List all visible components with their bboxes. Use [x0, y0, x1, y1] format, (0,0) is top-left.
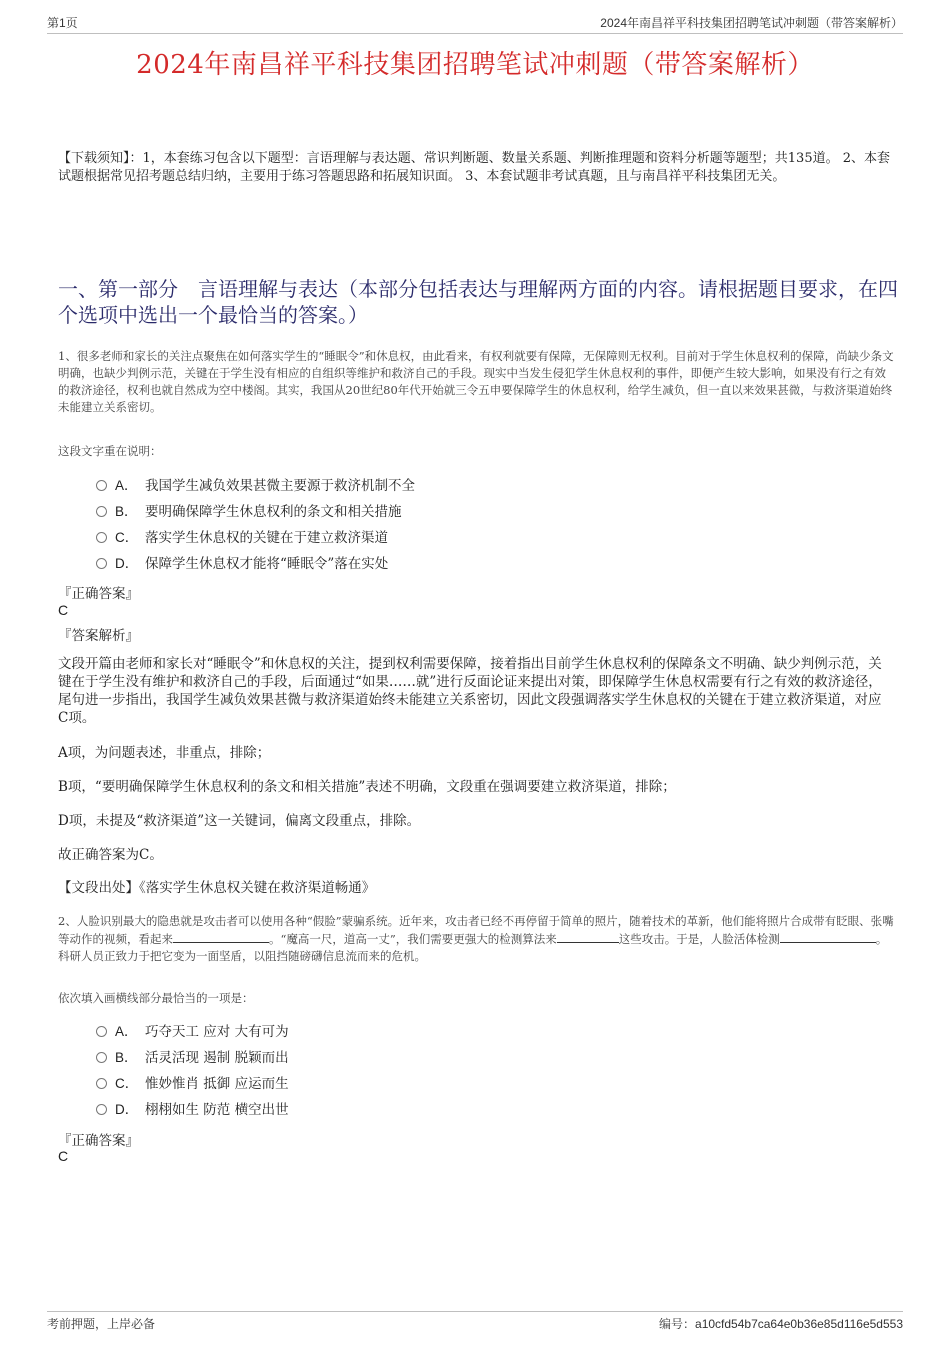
footer-slogan: 考前押题，上岸必备 [47, 1317, 156, 1331]
fill-blank-2[interactable] [557, 930, 619, 943]
radio-icon[interactable] [96, 1052, 107, 1063]
q2-option-c[interactable]: C． 惟妙惟肖 抵御 应运而生 [96, 1074, 289, 1094]
q1-note-b: B项，“要明确保障学生休息权利的条文和相关措施”表述不明确，文段重在强调要建立救济渠道，排除； [58, 779, 676, 795]
q1-source: 【文段出处】《落实学生休息权关键在救济渠道畅通》 [58, 880, 376, 896]
q1-option-a[interactable]: A． 我国学生减负效果甚微主要源于救济机制不全 [96, 476, 415, 496]
q1-note-a: A项，为问题表述，非重点，排除； [58, 745, 271, 761]
header-doc-title: 2024年南昌祥平科技集团招聘笔试冲刺题（带答案解析） [600, 16, 903, 30]
q1-conclusion: 故正确答案为C。 [58, 847, 163, 863]
header-divider [47, 33, 903, 34]
q2-option-a[interactable]: A． 巧夺天工 应对 大有可为 [96, 1022, 289, 1042]
q2-answer: C [58, 1148, 69, 1164]
radio-icon[interactable] [96, 1078, 107, 1089]
footer-code: 编号：a10cfd54b7ca64e0b36e85d116e5d553 [659, 1317, 903, 1331]
q1-answer: C [58, 602, 69, 618]
q2-option-b[interactable]: B． 活灵活现 遏制 脱颖而出 [96, 1048, 289, 1068]
download-notice: 【下载须知】：1，本套练习包含以下题型：言语理解与表达题、常识判断题、数量关系题、判断推理题和资料分析题等题型；共135道。 2、本套试题根据常见招考题总结归纳，主要用于练习答题思路和拓展知识面。 3、本套试题非考试真题，且与南昌祥平科技集团无关。 [58, 151, 890, 184]
footer-divider [47, 1311, 903, 1312]
radio-icon[interactable] [96, 532, 107, 543]
q1-note-d: D项，未提及“救济渠道”这一关键词，偏离文段重点，排除。 [58, 813, 421, 829]
fill-blank-1[interactable] [173, 930, 269, 943]
section-heading: 一、第一部分 言语理解与表达（本部分包括表达与理解两方面的内容。请根据题目要求，在四个选项中选出一个最恰当的答案。） [58, 277, 898, 327]
q1-option-c[interactable]: C． 落实学生休息权的关键在于建立救济渠道 [96, 528, 388, 548]
q1-option-d[interactable]: D． 保障学生休息权才能将“睡眠令”落在实处 [96, 554, 388, 574]
question-1-prompt: 这段文字重在说明： [58, 444, 162, 458]
question-2-text: 2、人脸识别最大的隐患就是攻击者可以使用各种“假脸”蒙骗系统。近年来，攻击者已经不再停留于简单的照片，随着技术的革新，他们能将照片合成带有眨眼、张嘴等动作的视频，看起来 。“魔高一尺，道高一丈”，我们需要更强大的检测算法来 这些攻击。于是，人脸活体检测 。科研人员正致力于把它变为一面坚盾，以阻挡随磅礴信息流而来的危机。 [58, 914, 894, 963]
question-2-prompt: 依次填入画横线部分最恰当的一项是： [58, 991, 254, 1005]
page-title: 2024年南昌祥平科技集团招聘笔试冲刺题（带答案解析） [136, 50, 814, 80]
page-number: 第1页 [47, 16, 78, 30]
q2-answer-label: 『正确答案』 [58, 1133, 139, 1149]
question-1-text: 1、很多老师和家长的关注点聚焦在如何落实学生的“睡眠令”和休息权，由此看来，有权利就要有保障，无保障则无权利。目前对于学生休息权利的保障，尚缺少条文明确，也缺少判例示范，关键在于学生没有相应的自组织等维护和救济自己的手段。现实中当发生侵犯学生休息权利的事件，即便产生较大影响，如果没有行之有效的救济途径，权利也就自然成为空中楼阁。其实，我国从20世纪80年代开始就三令五申要保障学生的休息权利，给学生减负，但一直以来效果甚微，与救济渠道始终未能建立关系密切。 [58, 349, 894, 414]
radio-icon[interactable] [96, 506, 107, 517]
q1-option-b[interactable]: B． 要明确保障学生休息权利的条文和相关措施 [96, 502, 402, 522]
q1-analysis-label: 『答案解析』 [58, 628, 139, 644]
q1-analysis: 文段开篇由老师和家长对“睡眠令”和休息权的关注，提到权利需要保障，接着指出目前学生休息权利的保障条文不明确、缺少判例示范，关键在于学生没有维护和救济自己的手段，后面通过“如果……就”进行反面论证来提出对策，即保障学生休息权需要有行之有效的救济途径，尾句进一步指出，我国学生减负效果甚微与救济渠道始终未能建立关系密切，因此文段强调落实学生休息权的关键在于建立救济渠道，对应C项。 [58, 656, 882, 726]
radio-icon[interactable] [96, 1104, 107, 1115]
fill-blank-3[interactable] [780, 930, 876, 943]
radio-icon[interactable] [96, 1026, 107, 1037]
q2-option-d[interactable]: D． 栩栩如生 防范 横空出世 [96, 1100, 289, 1120]
radio-icon[interactable] [96, 558, 107, 569]
radio-icon[interactable] [96, 480, 107, 491]
q1-answer-label: 『正确答案』 [58, 586, 139, 602]
